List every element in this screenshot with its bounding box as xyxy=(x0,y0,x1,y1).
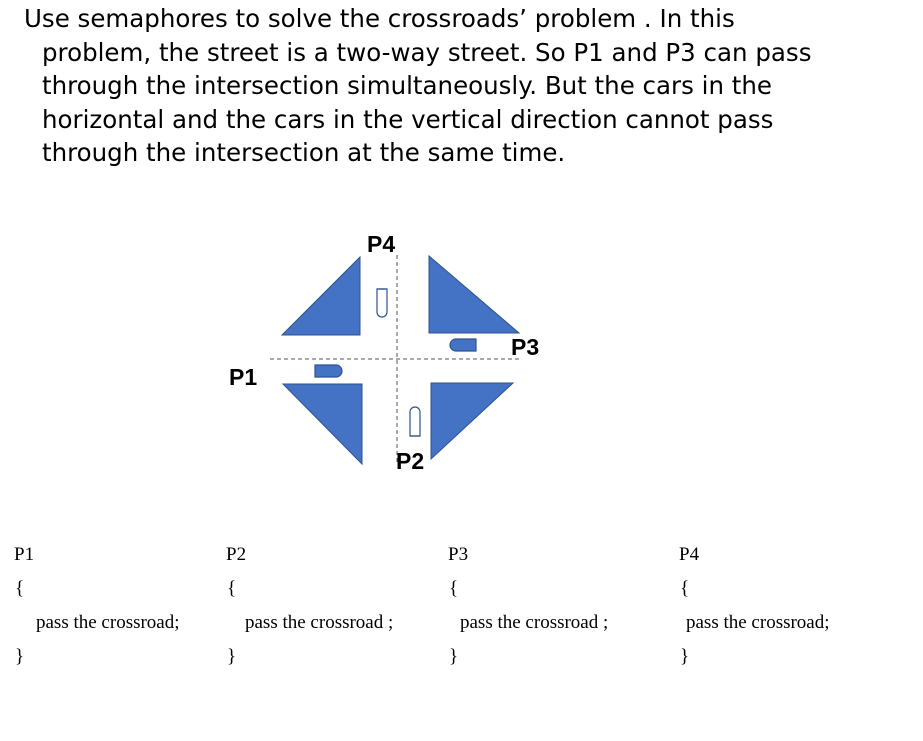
process-name: P4 xyxy=(679,544,700,565)
corner-block-bottom-left xyxy=(283,384,362,464)
process-body: pass the crossroad; xyxy=(36,612,180,633)
label-p3: P3 xyxy=(511,334,540,360)
corner-block-top-left xyxy=(282,257,360,335)
problem-line-3: through the intersection simultaneously. But the cars in the xyxy=(42,71,772,100)
close-brace: } xyxy=(680,646,690,667)
process-body: pass the crossroad ; xyxy=(460,612,609,633)
corner-block-top-right xyxy=(429,256,519,333)
open-brace: { xyxy=(680,578,690,599)
label-p4: P4 xyxy=(367,231,396,257)
process-name: P3 xyxy=(448,544,469,565)
process-name: P2 xyxy=(226,544,247,565)
problem-line-5: through the intersection at the same time. xyxy=(42,138,566,167)
car-p4 xyxy=(377,289,387,317)
label-p2: P2 xyxy=(396,448,425,474)
process-name: P1 xyxy=(14,544,35,565)
car-p2 xyxy=(410,407,420,436)
open-brace: { xyxy=(449,578,459,599)
open-brace: { xyxy=(15,578,25,599)
open-brace: { xyxy=(227,578,237,599)
close-brace: } xyxy=(227,646,237,667)
car-p1 xyxy=(315,365,342,377)
corner-block-bottom-right xyxy=(431,383,513,459)
problem-line-2: problem, the street is a two-way street. So P1 and P3 can pass xyxy=(42,37,812,67)
label-p1: P1 xyxy=(229,364,258,390)
close-brace: } xyxy=(15,646,25,667)
close-brace: } xyxy=(449,646,459,667)
process-body: pass the crossroad; xyxy=(686,612,830,633)
car-p3 xyxy=(450,339,476,351)
problem-line-4: horizontal and the cars in the vertical direction cannot pass xyxy=(42,104,774,134)
problem-line-1: Use semaphores to solve the crossroads’ problem . In this xyxy=(24,4,735,33)
process-body: pass the crossroad ; xyxy=(245,612,394,633)
